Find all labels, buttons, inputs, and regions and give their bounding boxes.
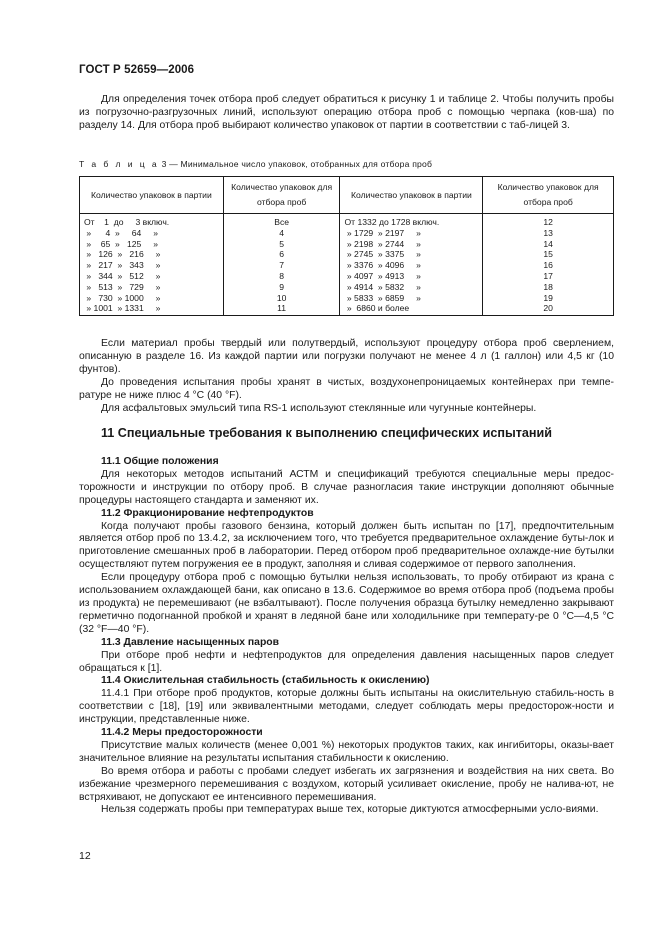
cell-lot-size: » 4097 » 4913 » (340, 271, 483, 282)
cell-lot-size: » 1001 » 1331 » (80, 303, 224, 315)
paragraph-drilling: Если материал пробы твердый или полутвердый, используют процедуру отбора проб сверлением, описанную в разделе 16. Из каждой партии или погрузки получают не менее 4 л (1 галлон) или 4,5 кг (10 фунтов). (79, 338, 614, 375)
subsection-11-3-text: При отборе проб нефти и нефтепродуктов для определения давления насыщенных паров следует обращаться к [1]. (79, 649, 614, 674)
intro-block (79, 94, 614, 133)
table-header-row (80, 177, 614, 214)
cell-sample-count: 13 (483, 228, 614, 239)
cell-lot-size: От 1332 до 1728 включ. (340, 214, 483, 228)
subsection-11-3-title: 11.3 Давление насыщенных паров (101, 636, 280, 648)
subsection-11-1-title: 11.1 Общие положения (101, 456, 219, 467)
table-caption (79, 159, 432, 169)
cell-sample-count: 14 (483, 239, 614, 250)
cell-lot-size: » 5833 » 6859 » (340, 293, 483, 304)
document-header: ГОСТ Р 52659—2006 (79, 64, 195, 76)
section-11-heading-block (79, 427, 614, 440)
col-header-sample-count-2: Количество упаковок для отбора проб (483, 177, 614, 214)
cell-lot-size: » 344 » 512 » (80, 271, 224, 282)
subsection-11-1-text: Для некоторых методов испытаний АСТМ и спецификаций требуются специальные меры предос-торожности и инструкции по отбору проб. В случае разногласия такие инструкции дополняют обычные процедуры настоящего стандарта и заменяют их. (79, 468, 614, 506)
cell-sample-count: 16 (483, 260, 614, 271)
cell-lot-size: » 2745 » 3375 » (340, 249, 483, 260)
subsection-11-4-2-text-2: Во время отбора и работы с пробами следует избегать их загрязнения и воздействия на них света. Во избежание чрезмерного перемешивания с воздухом, который усиливает окисление, пробу не налива-ют, не встряхивают, не допускают ее интенсивного перемешивания. (79, 765, 614, 803)
paragraph-storage: До проведения испытания пробы хранят в чистых, воздухонепроницаемых контейнерах при темпе-ратуре не ниже плюс 4 °С (40 °F). (79, 376, 614, 401)
col-header-lot-size-1: Количество упаковок в партии (80, 177, 224, 214)
table-row (80, 239, 614, 250)
cell-sample-count: 7 (223, 260, 340, 271)
subsection-11-4-2-text-1: Присутствие малых количеств (менее 0,001 %) некоторых продуктов таких, как ингибиторы, оказы-вает значительное влияние на результаты испытания стабильности к окислению. (79, 739, 614, 764)
cell-sample-count: 9 (223, 282, 340, 293)
cell-sample-count: 4 (223, 228, 340, 239)
cell-lot-size: » 4 » 64 » (80, 228, 224, 239)
table-row (80, 214, 614, 228)
col-header-sample-count-1: Количество упаковок для отбора проб (223, 177, 340, 214)
cell-lot-size: » 126 » 216 » (80, 249, 224, 260)
paragraph-emulsions: Для асфальтовых эмульсий типа RS-1 используют стеклянные или чугунные контейнеры. (101, 402, 537, 414)
intro-paragraph: Для определения точек отбора проб следует обратиться к рисунку 1 и таблице 2. Чтобы получить пробы из погрузочно-разгрузочных линий, используют операцию отбора проб с помощью черпака (ков-ша) по разделу 14. Для отбора проб выбирают количество упаковок от партии в соответствии с таб-лицей 3. (79, 94, 614, 131)
cell-lot-size: » 6860 и более (340, 303, 483, 315)
cell-lot-size: » 217 » 343 » (80, 260, 224, 271)
table-row (80, 249, 614, 260)
table-caption-text: 3 — Минимальное число упаковок, отобранных для отбора проб (159, 159, 433, 169)
cell-sample-count: 6 (223, 249, 340, 260)
cell-sample-count: 8 (223, 271, 340, 282)
subsection-11-4-2-text-3: Нельзя содержать пробы при температурах выше тех, которые диктуются атмосферными усло-виями. (101, 804, 599, 816)
cell-sample-count: 5 (223, 239, 340, 250)
cell-sample-count: 12 (483, 214, 614, 228)
cell-sample-count: 18 (483, 282, 614, 293)
cell-sample-count: 17 (483, 271, 614, 282)
subsection-11-4-2-title: 11.4.2 Меры предосторожности (101, 727, 263, 739)
cell-sample-count: 11 (223, 303, 340, 315)
cell-lot-size: » 513 » 729 » (80, 282, 224, 293)
after-table-block (79, 338, 614, 415)
cell-sample-count: 19 (483, 293, 614, 304)
col-header-lot-size-2: Количество упаковок в партии (340, 177, 483, 214)
cell-sample-count: 10 (223, 293, 340, 304)
cell-lot-size: » 2198 » 2744 » (340, 239, 483, 250)
subsection-11-2-text-2: Если процедуру отбора проб с помощью бутылки нельзя использовать, то пробу отбирают из крана с использованием охлаждающей бани, как описано в 13.6. Содержимое во время отбора проб (подъема пробы из продукта) не перемешивают (не взбалтывают). После получения образца бутылку немедленно закрывают герметично подогнанной пробкой и хранят в ледяной бане или холодильнике при температу-ре 0 °С—4,5 °С (32 °F—40 °F). (79, 572, 614, 635)
table-row (80, 303, 614, 315)
cell-lot-size: » 3376 » 4096 » (340, 260, 483, 271)
table-row (80, 228, 614, 239)
subsection-11-4-1-text: 11.4.1 При отборе проб продуктов, которые должны быть испытаны на окислительную стабиль-ность в соответствии с [18], [19] или эквивалентными методами, следует соблюдать меры предосторож-ности и инструкции, представленные ниже. (79, 688, 614, 726)
packages-table (79, 176, 614, 316)
cell-sample-count: 15 (483, 249, 614, 260)
table-row (80, 282, 614, 293)
table-row (80, 271, 614, 282)
cell-lot-size: » 1729 » 2197 » (340, 228, 483, 239)
cell-sample-count: 20 (483, 303, 614, 315)
cell-sample-count: Все (223, 214, 340, 228)
table-caption-prefix: Т а б л и ц а (79, 159, 159, 169)
cell-lot-size: » 4914 » 5832 » (340, 282, 483, 293)
cell-lot-size: » 730 » 1000 » (80, 293, 224, 304)
cell-lot-size: От 1 до 3 включ. (80, 214, 224, 228)
subsection-11-2-text-1: Когда получают пробы газового бензина, который должен быть испытан по [17], предпочтительным является отбор проб по 13.4.2, за исключением того, что требуется предварительное охлаждение буты-лок и приготовление смешанных проб в лаборатории. Перед отбором проб предварительное охлажде-ние бутылки осуществляют путем погружения ее в продукт, заполняя и сливая содержимое от первого заполнения. (79, 520, 614, 571)
section-11-body (79, 456, 614, 817)
subsection-11-2-title: 11.2 Фракционирование нефтепродуктов (101, 507, 314, 519)
cell-lot-size: » 65 » 125 » (80, 239, 224, 250)
section-11-heading: 11 Специальные требования к выполнению специфических испытаний (101, 426, 552, 440)
table-row (80, 293, 614, 304)
subsection-11-4-title: 11.4 Окислительная стабильность (стабильность к окислению) (101, 675, 430, 687)
table-row (80, 260, 614, 271)
page-number: 12 (79, 850, 91, 862)
